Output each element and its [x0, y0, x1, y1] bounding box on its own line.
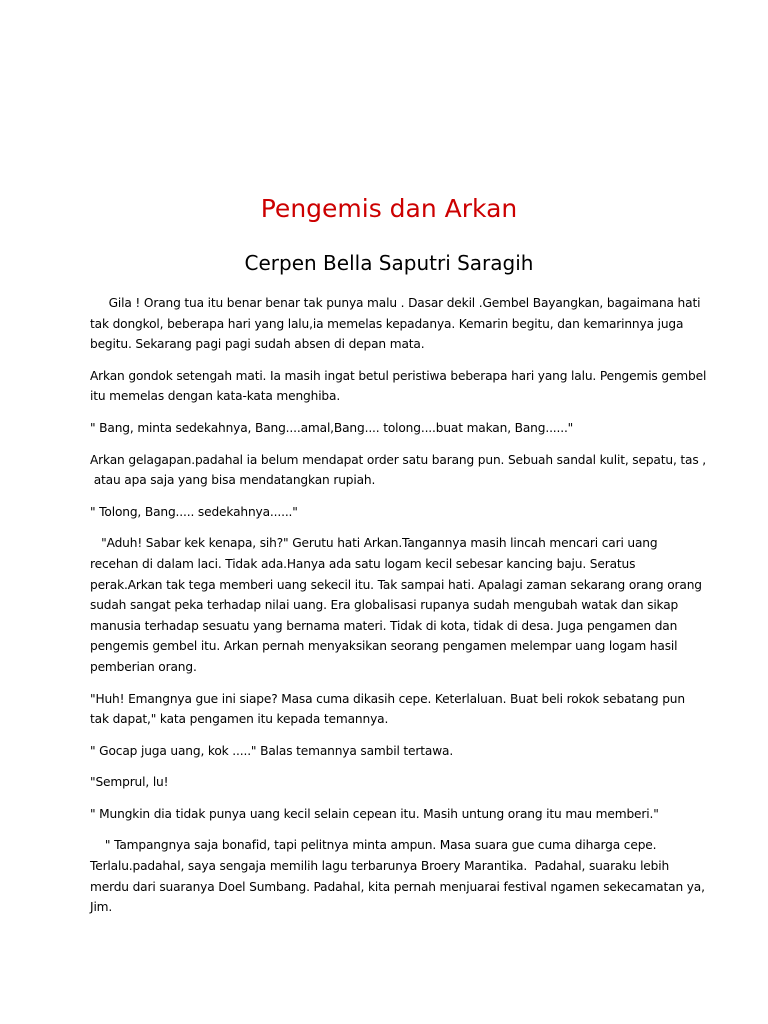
paragraph [90, 772, 690, 793]
text-line: Jim. [90, 900, 113, 915]
text-line: pemberian orang. [90, 659, 197, 674]
text-line: tak dongkol, beberapa hari yang lalu,ia memelas kepadanya. Kemarin begitu, dan kemarinnya juga [90, 316, 684, 331]
paragraph [90, 502, 690, 523]
text-line: " Tolong, Bang..... sedekahnya......" [90, 504, 298, 519]
text-line: " Tampangnya saja bonafid, tapi pelitnya minta ampun. Masa suara gue cuma diharga cepe. [90, 838, 657, 853]
story-title: Pengemis dan Arkan [260, 194, 518, 223]
paragraph [90, 366, 707, 407]
text-line: sudah sangat peka terhadap nilai uang. Era globalisasi rupanya sudah mengubah watak dan sikap [90, 598, 679, 613]
paragraph [90, 418, 690, 439]
paragraph [90, 804, 690, 825]
text-line: Arkan gelagapan.padahal ia belum mendapat order satu barang pun. Sebuah sandal kulit, sepatu, tas , [90, 452, 706, 467]
text-line: begitu. Sekarang pagi pagi sudah absen di depan mata. [90, 337, 425, 352]
paragraph [90, 689, 690, 730]
text-line: manusia terhadap sesuatu yang bernama materi. Tidak di kota, tidak di desa. Juga pengamen dan [90, 618, 678, 633]
text-line: " Mungkin dia tidak punya uang kecil selain cepean itu. Masih untung orang itu mau memberi." [90, 806, 659, 821]
text-line: recehan di dalam laci. Tidak ada.Hanya ada satu logam kecil sebesar kancing baju. Seratus [90, 556, 636, 571]
text-line: atau apa saja yang bisa mendatangkan rupiah. [90, 473, 376, 488]
text-line: " Bang, minta sedekahnya, Bang....amal,Bang.... tolong....buat makan, Bang......" [90, 420, 574, 435]
text-line: "Semprul, lu! [90, 775, 169, 790]
text-line: tak dapat," kata pengamen itu kepada temannya. [90, 712, 389, 727]
text-line: "Huh! Emangnya gue ini siape? Masa cuma dikasih cepe. Keterlaluan. Buat beli rokok sebatang pun [90, 691, 685, 706]
story-subtitle: Cerpen Bella Saputri Saragih [244, 251, 534, 275]
paragraph [90, 533, 702, 677]
paragraph [90, 450, 706, 491]
text-line: "Aduh! Sabar kek kenapa, sih?" Gerutu hati Arkan.Tangannya masih lincah mencari cari uang [90, 536, 658, 551]
text-line: itu memelas dengan kata-kata menghiba. [90, 389, 341, 404]
text-line: Gila ! Orang tua itu benar benar tak punya malu . Dasar dekil .Gembel Bayangkan, bagaimana hati [90, 296, 701, 310]
text-line: perak.Arkan tak tega memberi uang sekecil itu. Tak sampai hati. Apalagi zaman sekarang orang orang [90, 577, 702, 592]
text-line: Terlalu.padahal, saya sengaja memilih lagu terbarunya Broery Marantika. Padahal, suaraku lebih [90, 859, 670, 874]
text-line: merdu dari suaranya Doel Sumbang. Padahal, kita pernah menjuarai festival ngamen sekecamatan ya, [90, 879, 705, 894]
text-line: pengemis gembel itu. Arkan pernah menyaksikan seorang pengamen melempar uang logam hasil [90, 639, 678, 654]
text-line: " Gocap juga uang, kok ....." Balas temannya sambil tertawa. [90, 743, 454, 758]
paragraph [90, 293, 701, 355]
text-line: Arkan gondok setengah mati. Ia masih ingat betul peristiwa beberapa hari yang lalu. Pengemis gembel [90, 368, 707, 383]
paragraph [90, 835, 705, 917]
paragraph [90, 741, 690, 762]
story-body [90, 293, 707, 929]
